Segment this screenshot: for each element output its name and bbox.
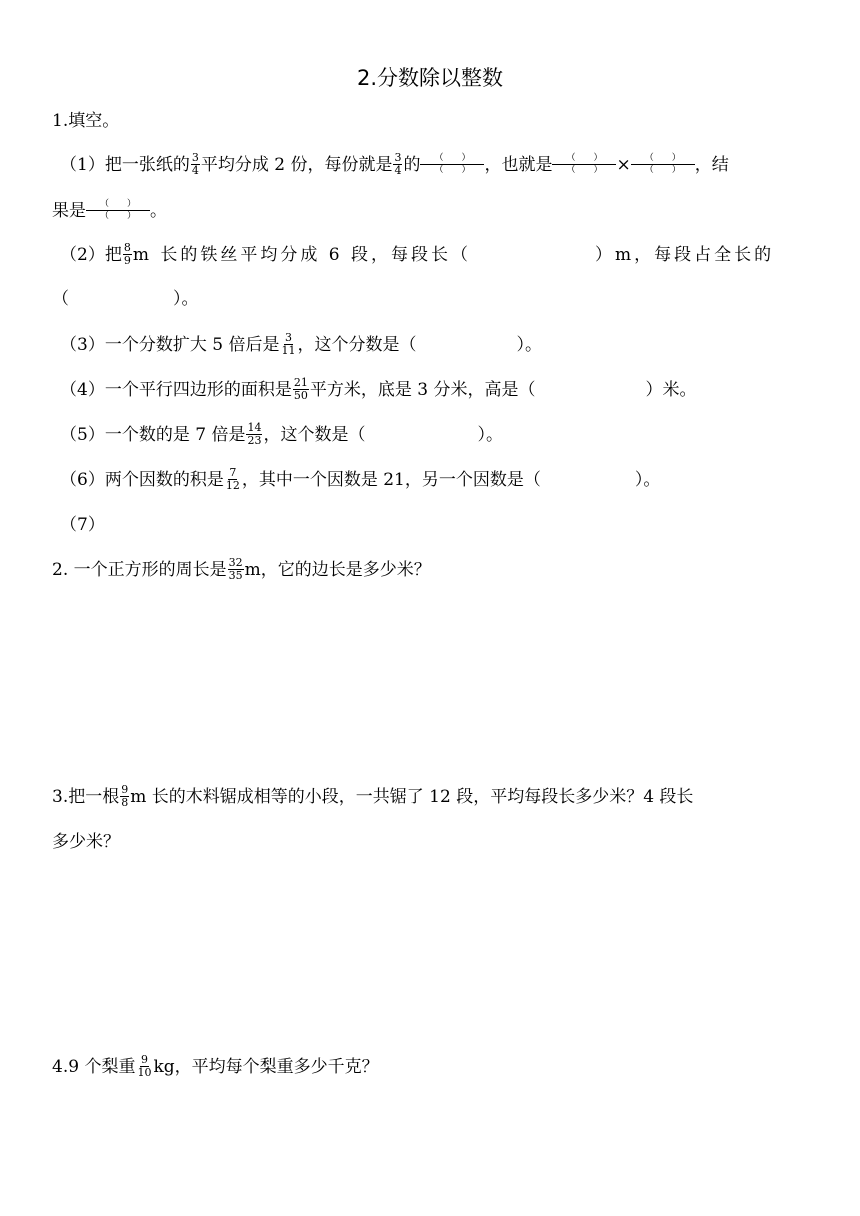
q1-heading: 1.填空。 (52, 111, 120, 131)
q1-item3 (60, 328, 542, 362)
q4-text (52, 1050, 379, 1084)
q1-item1-text2: 平均分成 2 份，每份就是 (200, 155, 393, 175)
fraction: $\frac{3}{4}$ (191, 151, 199, 177)
q1-item6-text1: （6）两个因数的积是 (60, 470, 224, 490)
fraction: $\frac{21}{50}$ (293, 376, 308, 402)
q1-item5-text2: ，这个数是（ (263, 425, 366, 445)
q3-line2: 多少米？ (52, 832, 120, 852)
q1-item1-text6: 果是 (52, 201, 86, 221)
q2-text2: m，它的边长是多少米？ (244, 560, 431, 580)
q1-item1-text4: ，也就是 (484, 155, 553, 175)
fraction: $\frac{32}{35}$ (228, 556, 243, 582)
q1-item1-text5: ，结 (694, 155, 729, 175)
q1-item4-text2: 平方米，底是 3 分米，高是（ (309, 380, 536, 400)
page-title: 2.分数除以整数 (356, 66, 504, 90)
q1-item1-text1: （1）把一张纸的 (60, 155, 190, 175)
q4-text1: 4.9 个梨重 (52, 1057, 136, 1077)
q1-item2-text2: m 长的铁丝平均分成 6 段，每段长（ (132, 245, 471, 265)
q1-item6 (60, 463, 660, 497)
answer-fraction-blank[interactable]: $\frac{( )}{( )}$ (86, 199, 150, 222)
answer-fraction-blank[interactable]: $\frac{( )}{( )}$ (631, 153, 695, 176)
q1-item3-text3: ）。 (516, 335, 542, 355)
fraction: $\frac{3}{4}$ (394, 151, 402, 177)
q1-item2-text4: （ (52, 289, 69, 309)
q4-text2: kg，平均每个梨重多少千克？ (153, 1057, 379, 1077)
q1-item2-text1: （2）把 (60, 245, 122, 265)
fraction: $\frac{9}{10}$ (137, 1053, 152, 1079)
q1-item2-line2 (52, 282, 199, 316)
fraction: $\frac{3}{11}$ (281, 331, 296, 357)
q2-text1: 2. 一个正方形的周长是 (52, 560, 227, 580)
q1-item2-line1 (60, 238, 774, 272)
q1-item3-text2: ，这个分数是（ (297, 335, 417, 355)
q1-item4 (60, 373, 696, 407)
q3-text1: 3.把一根 (52, 787, 120, 807)
q1-item1-line2 (52, 194, 167, 228)
q1-item1-text3: 的 (403, 155, 421, 175)
q1-item2-text3: ）m，每段占全长的 (594, 245, 775, 265)
q1-item1-text7: 。 (150, 201, 167, 221)
fraction: $\frac{14}{23}$ (247, 421, 262, 447)
q1-item1-line1 (60, 148, 729, 182)
times-sign: × (616, 155, 631, 175)
q1-item3-text1: （3）一个分数扩大 5 倍后是 (60, 335, 280, 355)
q1-item4-text3: ）米。 (645, 380, 697, 400)
q3-line1 (52, 780, 693, 814)
answer-fraction-blank[interactable]: $\frac{( )}{( )}$ (552, 153, 616, 176)
q1-item6-text2: ，其中一个因数是 21，另一个因数是（ (241, 470, 541, 490)
q1-item5 (60, 418, 503, 452)
q1-item7: （7） (60, 515, 105, 535)
q1-item2-text5: ）。 (173, 289, 199, 309)
q1-item6-text3: ）。 (634, 470, 661, 490)
q1-item5-text1: （5）一个数的是 7 倍是 (60, 425, 246, 445)
answer-fraction-blank[interactable]: $\frac{( )}{( )}$ (420, 153, 484, 176)
q2-text (52, 553, 431, 587)
fraction: $\frac{8}{9}$ (123, 241, 131, 267)
fraction: $\frac{9}{8}$ (121, 783, 129, 809)
q1-item5-text3: ）。 (477, 425, 503, 445)
fraction: $\frac{7}{12}$ (225, 466, 240, 492)
q1-item4-text1: （4）一个平行四边形的面积是 (60, 380, 292, 400)
q3-text2: m 长的木料锯成相等的小段，一共锯了 12 段，平均每段长多少米？4 段长 (130, 787, 694, 807)
